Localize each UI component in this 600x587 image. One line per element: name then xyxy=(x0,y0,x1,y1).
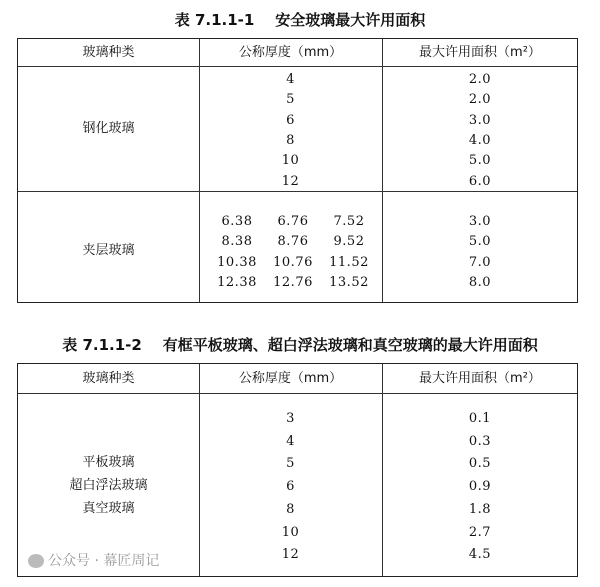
thickness-cell: 6 xyxy=(286,479,295,495)
table2-title: 表 7.1.1-2 有框平板玻璃、超白浮法玻璃和真空玻璃的最大许用面积 xyxy=(62,336,538,354)
thickness-cell: 11.52 xyxy=(329,254,369,270)
thickness-cell: 3 xyxy=(286,411,295,426)
area-cell: 8.0 xyxy=(468,274,492,290)
glass-type-ultra-clear: 超白浮法玻璃 xyxy=(69,478,148,493)
thickness-cell: 10 xyxy=(281,524,300,540)
thickness-cell: 8 xyxy=(286,501,295,517)
glass-type-vacuum: 真空玻璃 xyxy=(82,501,135,516)
thickness-cell: 12.38 xyxy=(217,274,257,290)
thickness-cell: 8.76 xyxy=(277,234,309,250)
thickness-cell: 6.38 xyxy=(221,214,253,229)
header-thickness: 公称厚度（mm） xyxy=(238,371,343,386)
thickness-cell: 6 xyxy=(286,112,295,128)
header-glass-type: 玻璃种类 xyxy=(82,371,135,386)
header-thickness: 公称厚度（mm） xyxy=(238,45,343,60)
thickness-cell: 10.38 xyxy=(217,254,257,270)
area-cell: 4.5 xyxy=(468,547,492,563)
header-area: 最大许用面积（m²） xyxy=(419,371,541,386)
thickness-cell: 5 xyxy=(286,92,295,108)
glass-type-float: 平板玻璃 xyxy=(82,455,135,470)
wechat-icon xyxy=(28,554,44,568)
area-cell: 0.9 xyxy=(468,479,492,495)
thickness-cell: 7.52 xyxy=(333,214,365,229)
header-divider xyxy=(18,66,577,67)
table-framed-glass xyxy=(17,363,578,577)
watermark xyxy=(28,553,159,569)
thickness-cell: 12 xyxy=(281,173,300,189)
thickness-cell: 4 xyxy=(286,433,295,449)
header-area: 最大许用面积（m²） xyxy=(419,45,541,60)
area-cell: 3.0 xyxy=(468,214,492,229)
row-divider xyxy=(18,191,577,192)
table-safety-glass xyxy=(17,38,578,303)
area-cell: 2.0 xyxy=(468,92,492,108)
area-cell: 2.7 xyxy=(468,524,492,540)
thickness-cell: 5 xyxy=(286,456,295,472)
thickness-cell: 9.52 xyxy=(333,234,365,250)
watermark-text: 公众号 · 幕匠周记 xyxy=(48,553,160,569)
area-cell: 7.0 xyxy=(468,254,492,270)
header-glass-type: 玻璃种类 xyxy=(82,45,135,60)
thickness-cell: 12.76 xyxy=(273,274,313,290)
header-divider xyxy=(18,393,577,394)
thickness-cell: 8.38 xyxy=(221,234,253,250)
area-cell: 0.3 xyxy=(468,433,492,449)
thickness-cell: 6.76 xyxy=(277,214,309,229)
thickness-cell: 12 xyxy=(281,547,300,563)
thickness-cell: 4 xyxy=(286,72,295,87)
area-cell: 5.0 xyxy=(468,153,492,169)
area-cell: 4.0 xyxy=(468,132,492,148)
glass-type-laminated: 夹层玻璃 xyxy=(82,243,135,258)
thickness-cell: 10 xyxy=(281,153,300,169)
table1-title: 表 7.1.1-1 安全玻璃最大许用面积 xyxy=(174,11,426,29)
thickness-cell: 13.52 xyxy=(329,274,369,290)
area-cell: 6.0 xyxy=(468,173,492,189)
area-cell: 2.0 xyxy=(468,72,492,87)
area-cell: 0.1 xyxy=(468,411,492,426)
area-cell: 1.8 xyxy=(468,501,492,517)
thickness-cell: 8 xyxy=(286,132,295,148)
area-cell: 3.0 xyxy=(468,112,492,128)
area-cell: 5.0 xyxy=(468,234,492,250)
thickness-cell: 10.76 xyxy=(273,254,313,270)
area-cell: 0.5 xyxy=(468,456,492,472)
glass-type-tempered: 钢化玻璃 xyxy=(82,121,135,136)
